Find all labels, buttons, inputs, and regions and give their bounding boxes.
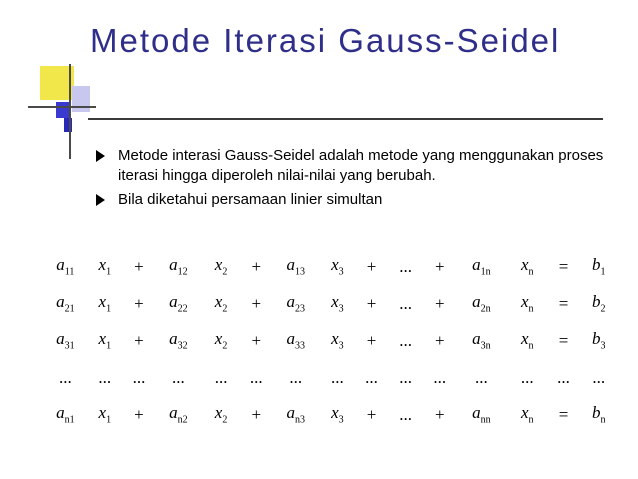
- equation-term: $b_3$: [591, 329, 606, 352]
- bullet-item: [96, 146, 616, 186]
- equation-term: $a_{21}$: [56, 292, 75, 315]
- equation-term: ...: [399, 293, 412, 313]
- equation-term: +: [134, 330, 144, 350]
- equation-term: $b_2$: [591, 292, 606, 315]
- equation-term: $a_{33}$: [286, 329, 305, 352]
- equation-term: +: [366, 293, 377, 313]
- equation-term: $x_1$: [98, 255, 112, 278]
- equation-term: +: [134, 404, 144, 424]
- equation-term: $a_{1n}$: [472, 255, 491, 278]
- equation-term: $a_{12}$: [169, 255, 188, 278]
- equation-term: ...: [592, 367, 606, 387]
- equation-term: =: [558, 256, 569, 276]
- equation-term: +: [366, 330, 377, 350]
- equation-term: +: [134, 293, 144, 313]
- bullet-text: Bila diketahui persamaan linier simultan: [118, 191, 383, 208]
- equation-term: $x_3$: [331, 255, 344, 278]
- equation-term: +: [251, 404, 262, 424]
- bullet-text: Metode interasi Gauss-Seidel adalah metode yang menggunakan proses iterasi hingga diperoleh nilai-nilai yang berubah.: [118, 147, 604, 184]
- slide-title: Metode Iterasi Gauss-Seidel: [90, 22, 561, 59]
- equation-term: $x_1$: [98, 403, 112, 426]
- equation-row: [44, 248, 618, 285]
- equation-term: ...: [557, 367, 570, 387]
- equation-term: $b_n$: [591, 403, 606, 426]
- title-underline-rule: [88, 118, 603, 120]
- equation-term: $x_n$: [520, 292, 534, 315]
- equation-term: +: [251, 330, 262, 350]
- decor-horizontal-line: [28, 106, 96, 108]
- arrow-bullet-icon: [96, 194, 105, 206]
- equation-term: +: [434, 293, 445, 313]
- equation-term: ...: [249, 367, 263, 387]
- equation-term: $a_{n3}$: [286, 403, 305, 426]
- equation-term: +: [434, 256, 445, 276]
- equation-term: $a_{31}$: [56, 329, 75, 352]
- bullet-item: [96, 190, 616, 210]
- equation-term: $x_1$: [98, 329, 112, 352]
- equation-row: [44, 396, 618, 433]
- equation-term: $x_2$: [214, 255, 228, 278]
- equation-term: ...: [399, 330, 412, 350]
- equation-term: ...: [474, 367, 488, 387]
- equation-term: $a_{11}$: [56, 255, 75, 278]
- equation-term: +: [251, 293, 262, 313]
- equation-term: $x_3$: [331, 403, 344, 426]
- equation-term: ...: [520, 367, 534, 387]
- equation-term: $x_n$: [520, 255, 534, 278]
- equation-term: $x_n$: [520, 403, 534, 426]
- equation-term: ...: [433, 367, 447, 387]
- equation-term: $x_3$: [331, 329, 344, 352]
- equation-row: [44, 359, 618, 396]
- equation-term: ...: [132, 367, 146, 387]
- equation-term: $x_n$: [520, 329, 534, 352]
- equation-term: ...: [214, 367, 228, 387]
- bullet-list: [96, 146, 616, 214]
- equation-term: ...: [399, 404, 412, 424]
- equation-term: $a_{23}$: [286, 292, 305, 315]
- equation-term: $x_3$: [331, 292, 344, 315]
- equation-term: +: [434, 330, 445, 350]
- equation-term: =: [558, 330, 569, 350]
- decor-vertical-line: [69, 64, 71, 159]
- equation-row: [44, 285, 618, 322]
- equation-term: +: [434, 404, 445, 424]
- equation-term: ...: [365, 367, 378, 387]
- equation-term: ...: [330, 367, 344, 387]
- equation-term: =: [558, 404, 569, 424]
- equation-term: $a_{n1}$: [56, 403, 75, 426]
- equation-term: $a_{nn}$: [472, 403, 491, 426]
- equation-term: ...: [399, 367, 412, 387]
- equation-term: ...: [58, 367, 72, 387]
- equation-term: $x_2$: [214, 403, 228, 426]
- equation-term: $x_2$: [214, 292, 228, 315]
- equation-term: $a_{32}$: [169, 329, 188, 352]
- equation-term: +: [366, 256, 377, 276]
- equation-term: ...: [289, 367, 303, 387]
- equation-term: $a_{n2}$: [169, 403, 188, 426]
- equation-term: $x_1$: [98, 292, 112, 315]
- equation-term: =: [558, 293, 569, 313]
- equation-row: [44, 322, 618, 359]
- equation-term: $a_{3n}$: [472, 329, 491, 352]
- arrow-bullet-icon: [96, 150, 105, 162]
- equation-term: +: [251, 256, 262, 276]
- equation-system: [44, 248, 618, 433]
- equation-term: $b_1$: [591, 255, 606, 278]
- decor-lavender-square: [72, 86, 90, 112]
- equation-term: $x_2$: [214, 329, 228, 352]
- equation-term: ...: [172, 367, 185, 387]
- equation-term: $a_{22}$: [169, 292, 188, 315]
- equation-term: +: [134, 256, 144, 276]
- equation-term: $a_{13}$: [286, 255, 305, 278]
- equation-term: +: [366, 404, 377, 424]
- equation-term: $a_{2n}$: [472, 292, 491, 315]
- equation-term: ...: [98, 367, 112, 387]
- equation-term: ...: [399, 256, 412, 276]
